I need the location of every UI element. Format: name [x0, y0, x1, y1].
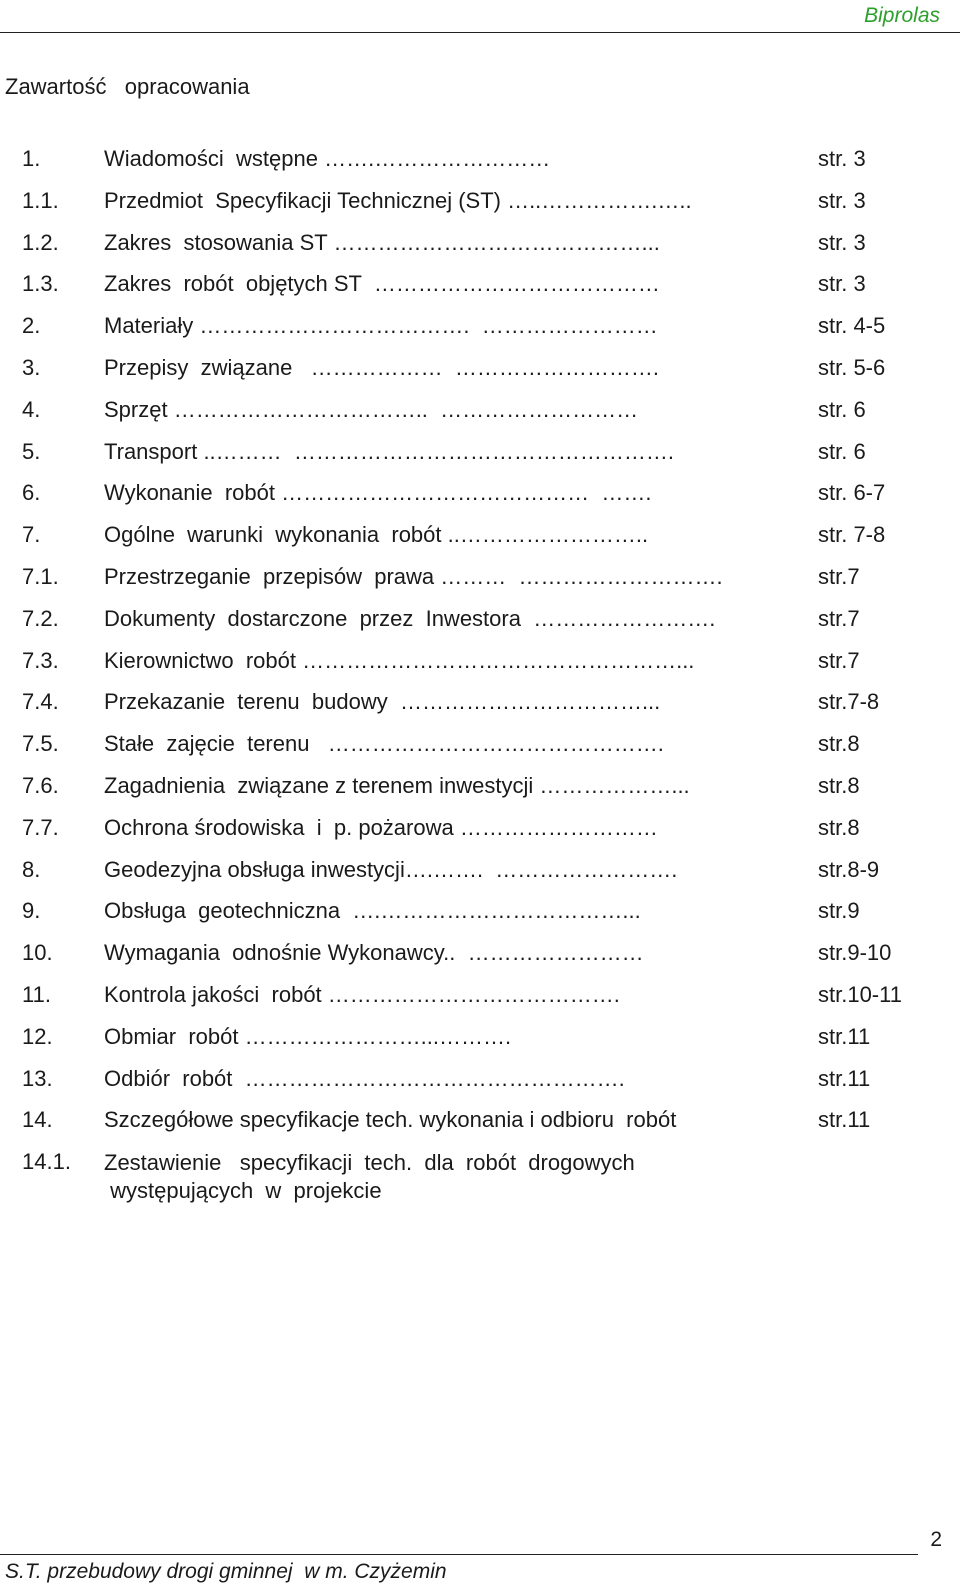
toc-entry-page: str.8 [818, 814, 860, 840]
toc-entry-page: str.9-10 [818, 940, 892, 966]
toc-entry-number: 7.7. [22, 814, 59, 840]
toc-entry [0, 982, 960, 1024]
toc-entry [0, 1024, 960, 1066]
toc-entry [0, 188, 960, 230]
toc-entry-page: str.7 [818, 647, 860, 673]
toc-entry-title: Geodezyjna obsługa inwestycji….……. ……………………. [104, 856, 678, 882]
toc-entry [0, 313, 960, 355]
toc-entry [0, 689, 960, 731]
toc-entry [0, 898, 960, 940]
toc-entry-number: 5. [22, 438, 41, 464]
toc-entry-page: str.8-9 [818, 856, 880, 882]
toc-entry [0, 271, 960, 313]
toc-entry-title: Obmiar robót ……………………...………. [104, 1023, 512, 1049]
toc-entry-page: str. 3 [818, 229, 866, 255]
toc-entry-page: str. 6 [818, 396, 866, 422]
toc-entry [0, 564, 960, 606]
toc-entry-page: str.7-8 [818, 689, 880, 715]
toc-entry [0, 355, 960, 397]
toc-entry-number: 7.4. [22, 689, 59, 715]
toc-entry-page: str. 6-7 [818, 480, 886, 506]
toc-entry-number: 3. [22, 354, 41, 380]
toc-entry-number: 7.2. [22, 605, 59, 631]
toc-entry-title: Kierownictwo robót ……………………………………………... [104, 647, 695, 673]
toc-entry [0, 606, 960, 648]
toc-entry-page: str. 3 [818, 146, 866, 171]
toc-entry-title: Odbiór robót ……………………………………………. [104, 1065, 625, 1091]
toc-entry-title: Wymagania odnośnie Wykonawcy.. …………………… [104, 940, 644, 966]
toc-entry-number: 1.3. [22, 271, 59, 297]
toc-entry [0, 397, 960, 439]
page-number: 2 [930, 1528, 942, 1551]
toc-entry-number: 2. [22, 313, 41, 339]
toc-entry [0, 648, 960, 690]
toc-entry-title: Przekazanie terenu budowy ……………………………... [104, 689, 661, 715]
toc-entry [0, 857, 960, 899]
toc-entry-number: 1.2. [22, 229, 59, 255]
toc-entry-title: Zakres stosowania ST ……………………………………... [104, 229, 660, 255]
toc-entry-title: Szczegółowe specyfikacje tech. wykonania i odbioru robót [104, 1107, 677, 1133]
toc-entry [0, 815, 960, 857]
toc-entry-page: str. 3 [818, 187, 866, 213]
toc-entry [0, 146, 960, 188]
toc-entry-title: Sprzęt …………………………….. ……………………… [104, 396, 639, 422]
toc-entry-number: 1.1. [22, 187, 59, 213]
toc-entry-page: str.10-11 [818, 981, 902, 1007]
header-brand: Biprolas [864, 4, 940, 27]
toc-entry [0, 731, 960, 773]
toc-entry-page: str. 4-5 [818, 313, 886, 339]
toc-entry-title: Zakres robót objętych ST ………………………………… [104, 271, 660, 297]
table-of-contents [0, 146, 960, 1204]
footer-text: S.T. przebudowy drogi gminnej w m. Czyżemin [5, 1560, 447, 1583]
toc-entry-number: 7.6. [22, 772, 59, 798]
toc-entry-number: 12. [22, 1023, 53, 1049]
toc-entry [0, 480, 960, 522]
toc-entry-title: Kontrola jakości robót …………………………………. [104, 981, 620, 1007]
toc-entry-title: Przedmiot Specyfikacji Technicznej (ST) …..…………….….. [104, 187, 692, 213]
toc-entry-title: Obsługa geotechniczna ….……………………………... [104, 898, 641, 924]
toc-entry-title: Materiały ………………………………. …………………… [104, 313, 658, 339]
toc-entry-page: str. 5-6 [818, 354, 886, 380]
toc-entry [0, 773, 960, 815]
toc-entry-title: Przestrzeganie przepisów prawa ……… ………………………. [104, 563, 723, 589]
toc-entry-number: 14. [22, 1107, 53, 1133]
toc-entry [0, 1066, 960, 1108]
toc-entry-number: 13. [22, 1065, 53, 1091]
document-title: Zawartość opracowania [5, 74, 250, 99]
toc-entry-number: 7. [22, 522, 41, 548]
toc-entry-title: Ochrona środowiska i p. pożarowa ……………………… [104, 814, 658, 840]
toc-entry-title: Stałe zajęcie terenu ………………………………………. [104, 731, 664, 757]
toc-entry-page: str.8 [818, 731, 860, 757]
toc-entry-page: str. 6 [818, 438, 866, 464]
toc-entry-title: Zestawienie specyfikacji tech. dla robót drogowych występujących w projekcie [104, 1150, 635, 1204]
toc-entry-title: Ogólne warunki wykonania robót ..…………………….. [104, 522, 655, 548]
toc-entry [0, 1149, 960, 1204]
toc-entry-title: Zagadnienia związane z terenem inwestycji ………………... [104, 772, 690, 798]
toc-entry [0, 522, 960, 564]
toc-entry-page: str.11 [818, 1023, 871, 1049]
toc-entry-title: Transport ..……… ……………………………………………. [104, 438, 675, 464]
toc-entry-title: Wykonanie robót …………………………………… ……. [104, 480, 652, 506]
toc-entry [0, 940, 960, 982]
toc-entry-page: str.7 [818, 605, 860, 631]
toc-entry-number: 11. [22, 981, 51, 1007]
toc-entry-page: str. 7-8 [818, 522, 886, 548]
toc-entry-number: 1. [22, 146, 41, 171]
toc-entry-number: 6. [22, 480, 41, 506]
toc-entry-page: str. 3 [818, 271, 866, 297]
toc-entry [0, 230, 960, 272]
toc-entry [0, 1107, 960, 1149]
toc-entry-number: 9. [22, 898, 41, 924]
toc-entry-page: str.11 [818, 1107, 871, 1133]
toc-entry [0, 439, 960, 481]
header-divider [0, 32, 960, 33]
footer-divider [0, 1554, 918, 1555]
toc-entry-page: str.8 [818, 772, 860, 798]
toc-entry-page: str.7 [818, 563, 860, 589]
toc-entry-number: 4. [22, 396, 41, 422]
toc-entry-title: Dokumenty dostarczone przez Inwestora ……………………. [104, 605, 716, 631]
toc-entry-number: 8. [22, 856, 41, 882]
toc-entry-number: 7.1. [22, 563, 59, 589]
toc-entry-number: 7.3. [22, 647, 59, 673]
toc-entry-title: Przepisy związane ……………… ………………………. [104, 354, 659, 380]
toc-entry-number: 14.1. [22, 1149, 71, 1175]
toc-entry-number: 7.5. [22, 731, 59, 757]
toc-entry-page: str.11 [818, 1065, 871, 1091]
toc-entry-number: 10. [22, 940, 53, 966]
toc-entry-page: str.9 [818, 898, 860, 924]
toc-entry-title: Wiadomości wstępne …….…………………… [104, 146, 551, 171]
